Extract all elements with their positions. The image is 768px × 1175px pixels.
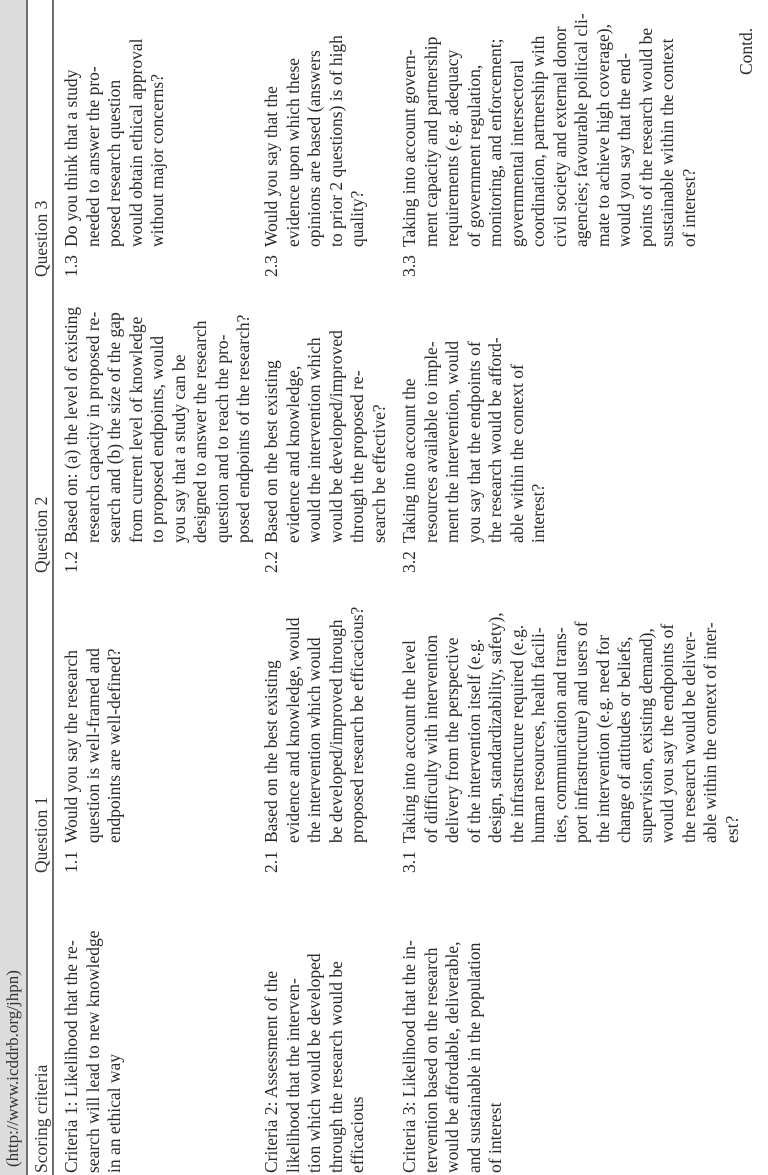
question-line (528, 0, 550, 277)
question-line (636, 0, 658, 277)
question-text: points of the research would be (635, 27, 656, 247)
question-line (528, 283, 550, 573)
question-text: of government regulation, (463, 64, 484, 247)
journal-url: (http://www.icddrb.org/jhpn) (3, 970, 22, 1167)
question-text: quality? (347, 190, 367, 247)
question-text: Would you say the research (61, 650, 81, 843)
question-line (464, 283, 486, 573)
question-text: the research would be deliver- (678, 631, 699, 843)
question-text: evidence and knowledge, would (282, 617, 303, 843)
question-number: 2.1 (261, 851, 281, 873)
criteria-line: of interest (485, 1102, 505, 1173)
question-text: evidence upon which these (282, 57, 303, 247)
question-text: change of attitudes or beliefs, (614, 636, 634, 843)
question-line (657, 0, 679, 277)
question-line (485, 0, 507, 277)
question-line (126, 0, 148, 277)
question-cell (61, 283, 255, 573)
question-line (550, 583, 572, 873)
question-line (104, 583, 126, 873)
question-text: monitoring, and enforcement; (485, 38, 505, 247)
question-line (304, 583, 326, 873)
question-line (507, 283, 529, 573)
criteria-line: and sustainable in the population (463, 942, 484, 1173)
question-cell (261, 583, 369, 873)
question-text: the research would be afford- (485, 337, 505, 543)
question-text: civil society and external donor (549, 26, 570, 247)
question-line (399, 283, 421, 573)
question-text: question and to reach the pro- (211, 334, 232, 543)
question-line (104, 283, 126, 573)
criteria-line: Criteria 3: Likelihood that the in- (399, 940, 419, 1173)
question-line (326, 0, 348, 277)
header-top-rule (26, 0, 28, 1175)
question-cell (399, 583, 743, 873)
question-text: designed to answer the research (190, 320, 210, 543)
question-line (464, 583, 486, 873)
question-line (528, 583, 550, 873)
question-line (421, 0, 443, 277)
question-text: through the proposed re- (347, 370, 367, 543)
question-text: Do you think that a study (61, 69, 81, 247)
question-line (485, 283, 507, 573)
question-text: be developed/improved through (325, 619, 346, 843)
question-text: resources available to imple- (420, 341, 441, 543)
column-header-question-3: Question 3 (31, 200, 51, 277)
question-number: 3.3 (399, 255, 419, 277)
question-text: of the intervention itself (e.g. (463, 638, 484, 843)
question-text: Based on: (a) the level of existing (61, 306, 81, 543)
question-text: the intervention (e.g. need for (592, 635, 613, 843)
question-text: Taking into account the (399, 378, 419, 543)
question-cell (261, 0, 369, 277)
question-line (126, 283, 148, 573)
question-line (369, 283, 391, 573)
question-number: 1.1 (61, 851, 81, 873)
question-text: the intervention which would (304, 637, 324, 843)
column-header-scoring-criteria: Scoring criteria (31, 1064, 51, 1173)
question-text: Based on the best existing (261, 360, 281, 543)
question-line (304, 0, 326, 277)
question-text: posed research question (104, 79, 124, 247)
question-text: would you say the endpoints of (657, 623, 677, 843)
question-line (593, 583, 615, 873)
question-text: human resources, health facili- (528, 627, 548, 843)
header-bottom-rule (52, 0, 54, 1175)
question-text: proposed research be efficacious? (347, 606, 367, 843)
question-text: governmental intersectoral (506, 59, 527, 247)
question-line (61, 283, 83, 573)
question-line (283, 583, 305, 873)
criteria-line: in an ethical way (104, 1053, 124, 1173)
question-line (304, 283, 326, 573)
question-text: Taking into account govern- (399, 49, 419, 247)
question-number: 2.3 (261, 255, 281, 277)
question-text: without major concerns? (147, 73, 167, 247)
question-line (347, 283, 369, 573)
question-number: 3.2 (399, 551, 419, 573)
question-line (679, 0, 701, 277)
criteria-line: likelihood that the interven- (282, 978, 303, 1173)
question-line (190, 283, 212, 573)
criteria-cell (61, 883, 126, 1173)
question-cell (399, 283, 550, 573)
question-line (61, 583, 83, 873)
question-line (399, 0, 421, 277)
question-text: of difficulty with intervention (420, 634, 441, 843)
question-line (347, 583, 369, 873)
question-line (571, 0, 593, 277)
question-line (442, 0, 464, 277)
question-text: design, standardizability, safety), (485, 612, 505, 843)
question-text: of interest? (678, 168, 699, 247)
criteria-line: Criteria 2: Assessment of the (261, 970, 281, 1173)
question-text: agencies; favourable political cli- (571, 13, 591, 247)
question-line (571, 583, 593, 873)
question-text: ment the intervention, would (442, 340, 462, 543)
criteria-line: tion which would be developed (304, 953, 324, 1173)
question-line (83, 283, 105, 573)
question-line (104, 0, 126, 277)
question-text: would obtain ethical approval (125, 38, 146, 247)
question-line (421, 583, 443, 873)
question-number: 2.2 (261, 551, 281, 573)
question-line (147, 283, 169, 573)
question-cell (61, 0, 169, 277)
question-line (442, 583, 464, 873)
question-line (485, 583, 507, 873)
question-text: est? (721, 815, 742, 843)
question-line (507, 583, 529, 873)
question-line (261, 283, 283, 573)
question-text: coordination, partnership with (528, 35, 548, 247)
question-text: evidence and knowledge, (282, 365, 303, 543)
question-text: from current level of knowledge (125, 316, 146, 543)
question-line (261, 0, 283, 277)
question-line (233, 283, 255, 573)
question-text: search and (b) the size of the gap (104, 312, 124, 543)
question-text: Based on the best existing (261, 660, 281, 843)
question-text: would be developed/improved (325, 330, 346, 543)
question-text: interest? (528, 483, 548, 543)
question-text: Taking into account the level (399, 640, 419, 843)
question-text: port infrastructure) and users of (571, 621, 591, 843)
criteria-line: efficacious (347, 1096, 367, 1173)
question-text: would you say that the end- (614, 53, 634, 247)
question-line (399, 583, 421, 873)
question-text: to prior 2 questions) is of high (325, 35, 346, 247)
question-line (442, 283, 464, 573)
question-number: 1.3 (61, 255, 81, 277)
question-text: able within the context of inter- (700, 622, 720, 843)
question-line (464, 0, 486, 277)
question-text: supervision, existing demand), (635, 628, 656, 843)
continued-label: Contd. (736, 27, 756, 75)
question-line (283, 283, 305, 573)
question-number: 3.1 (399, 851, 419, 873)
question-text: search be effective? (368, 404, 389, 543)
criteria-line: tervention based on the research (420, 947, 441, 1173)
question-cell (261, 283, 390, 573)
question-line (657, 583, 679, 873)
question-line (326, 583, 348, 873)
question-cell (399, 0, 700, 277)
question-number: 1.2 (61, 551, 81, 573)
question-line (83, 583, 105, 873)
question-line (83, 0, 105, 277)
question-line (347, 0, 369, 277)
journal-url-band (0, 0, 27, 1175)
question-line (722, 583, 744, 873)
question-text: to proposed endpoints, would (147, 335, 167, 543)
question-line (679, 583, 701, 873)
question-text: you say that a study can be (168, 354, 189, 543)
column-header-question-1: Question 1 (31, 796, 51, 873)
question-line (326, 283, 348, 573)
question-line (147, 0, 169, 277)
question-text: endpoints are well-defined? (104, 648, 124, 843)
question-text: opinions are based (answers (304, 50, 324, 247)
question-line (636, 583, 658, 873)
question-text: the infrastructure required (e.g. (506, 624, 527, 843)
question-text: mate to achieve high coverage), (592, 23, 613, 247)
question-text: Would you say that the (261, 86, 281, 247)
question-text: delivery from the perspective (442, 637, 462, 843)
question-text: research capacity in proposed re- (82, 311, 103, 543)
question-line (169, 283, 191, 573)
question-line (212, 283, 234, 573)
question-line (61, 0, 83, 277)
question-line (550, 0, 572, 277)
criteria-line: would be affordable, deliverable, (442, 941, 462, 1173)
question-line (421, 283, 443, 573)
question-text: needed to answer the pro- (82, 66, 103, 247)
question-line (593, 0, 615, 277)
criteria-line: search will lead to new knowledge (82, 930, 103, 1173)
question-text: you say that the endpoints of (463, 341, 484, 543)
question-line (700, 583, 722, 873)
question-text: ment capacity and partnership (420, 36, 441, 247)
criteria-line: Criteria 1: Likelihood that the re- (61, 940, 81, 1173)
question-text: question is well-framed and (82, 648, 103, 843)
question-line (507, 0, 529, 277)
question-line (614, 0, 636, 277)
question-text: able within the context of (506, 364, 527, 543)
column-header-question-2: Question 2 (31, 496, 51, 573)
question-line (283, 0, 305, 277)
question-cell (61, 583, 126, 873)
question-text: would the intervention which (304, 337, 324, 543)
question-text: requirements (e.g. adequacy (442, 49, 462, 247)
criteria-line: through the research would be (325, 961, 346, 1173)
question-line (614, 583, 636, 873)
criteria-cell (399, 883, 507, 1173)
question-line (261, 583, 283, 873)
question-text: ties, communication and trans- (549, 627, 570, 843)
question-text: posed endpoints of the research? (233, 314, 253, 543)
question-text: sustainable within the context (657, 38, 677, 247)
criteria-cell (261, 883, 369, 1173)
